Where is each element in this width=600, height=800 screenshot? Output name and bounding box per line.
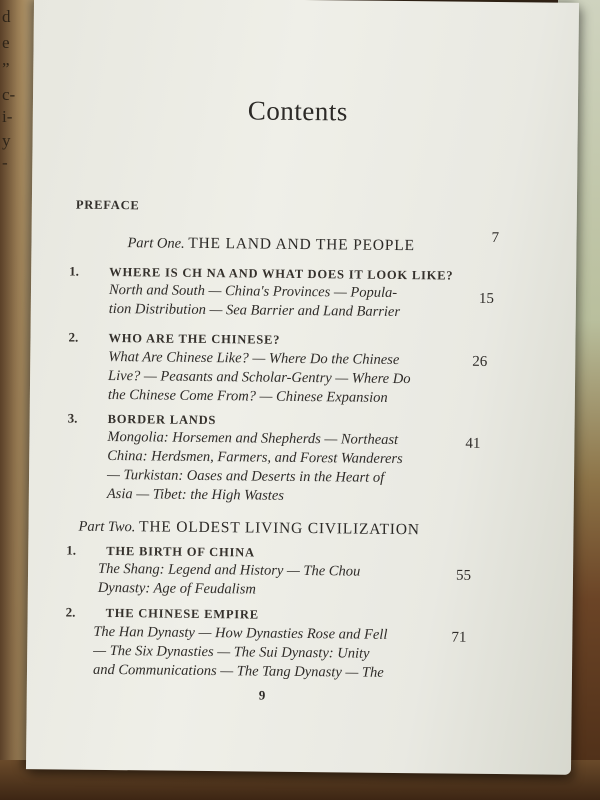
chapter-subtopics: the Chinese Come From? — Chinese Expansion	[107, 386, 388, 406]
chapter-entry	[66, 542, 255, 562]
adjacent-text-fragment: -	[2, 153, 8, 172]
chapter-entry	[68, 329, 280, 349]
chapter-subtopics: Live? — Peasants and Scholar-Gentry — Where Do	[108, 367, 411, 388]
chapter-page-number: 71	[451, 629, 467, 646]
chapter-subtopics: — Turkistan: Oases and Deserts in the Heart of	[106, 466, 385, 486]
chapter-title: THE BIRTH OF CHINA	[106, 543, 255, 560]
adjacent-text-fragment: i-	[2, 107, 13, 126]
part-label: Part Two.	[78, 518, 136, 536]
page-folio-number: 9	[258, 687, 266, 703]
chapter-title: WHERE IS CH NA AND WHAT DOES IT LOOK LIKE?	[109, 264, 454, 283]
chapter-subtopics: Asia — Tibet: the High Wastes	[106, 485, 285, 504]
contents-heading: Contents	[247, 95, 349, 127]
adjacent-text-fragment: c-	[2, 85, 16, 104]
show-through-text	[377, 41, 559, 233]
chapter-page-number: 41	[465, 435, 481, 452]
chapter-subtopics: The Han Dynasty — How Dynasties Rose and Fell	[93, 623, 388, 643]
chapter-subtopics: The Shang: Legend and History — The Chou	[97, 560, 361, 580]
chapter-page-number: 15	[478, 290, 495, 307]
part-one-heading	[127, 234, 414, 255]
chapter-subtopics: China: Herdsmen, Farmers, and Forest Wanderers	[107, 447, 403, 468]
chapter-subtopics: North and South — China's Provinces — Popula-	[108, 281, 398, 301]
chapter-title: WHO ARE THE CHINESE?	[108, 330, 281, 347]
adjacent-text-fragment: e	[2, 33, 10, 52]
preface-page-number: 7	[491, 229, 500, 247]
chapter-subtopics: What Are Chinese Like? — Where Do the Chinese	[108, 348, 400, 369]
chapter-number: 2.	[68, 329, 79, 345]
chapter-title: BORDER LANDS	[107, 411, 217, 428]
chapter-page-number: 26	[472, 353, 488, 370]
chapter-entry	[68, 410, 217, 430]
chapter-subtopics: and Communications — The Tang Dynasty — The	[92, 661, 384, 681]
preface-entry: PREFACE	[75, 197, 140, 213]
adjacent-text-fragment: ”	[2, 59, 10, 78]
chapter-subtopics: Dynasty: Age of Feudalism	[97, 579, 256, 598]
part-label: Part One.	[127, 235, 185, 252]
chapter-number: 3.	[67, 410, 78, 426]
book-page	[26, 0, 579, 775]
part-title: THE OLDEST LIVING CIVILIZATION	[139, 518, 420, 539]
adjacent-text-fragment: d	[2, 7, 11, 26]
chapter-title: THE CHINESE EMPIRE	[105, 605, 260, 622]
chapter-subtopics: — The Six Dynasties — The Sui Dynasty: Unity	[93, 642, 370, 662]
chapter-entry	[66, 604, 260, 624]
chapter-page-number: 55	[455, 567, 472, 584]
chapter-subtopics: tion Distribution — Sea Barrier and Land Barrier	[108, 300, 401, 321]
chapter-number: 1.	[69, 263, 80, 279]
adjacent-text-fragment: y	[2, 131, 11, 150]
chapter-number: 1.	[66, 542, 77, 558]
chapter-number: 2.	[65, 604, 76, 620]
chapter-subtopics: Mongolia: Horsemen and Shepherds — Northeast	[107, 428, 399, 449]
part-title: THE LAND AND THE PEOPLE	[188, 234, 415, 255]
part-two-heading	[78, 518, 419, 540]
